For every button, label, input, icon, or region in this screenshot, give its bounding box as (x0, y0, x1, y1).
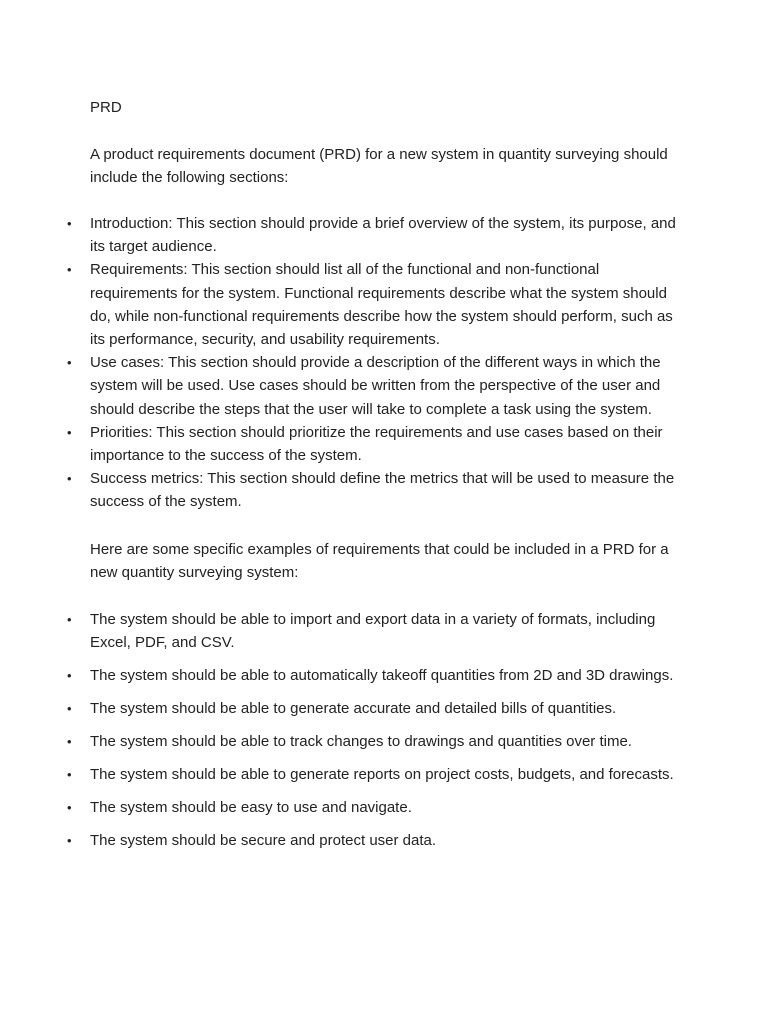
list-item-text: The system should be easy to use and navigate. (90, 799, 412, 817)
examples-list (0, 608, 768, 862)
list-item (0, 258, 690, 351)
list-item-text: Use cases: This section should provide a description of the different ways in which the system will be used. Use cases should be written from the perspective of the user and should describe the steps that the user will take to complete a task using the system. (90, 354, 661, 418)
list-item (0, 608, 690, 654)
bullet-icon: • (67, 701, 72, 717)
list-item-text: The system should be able to generate reports on project costs, budgets, and forecasts. (90, 766, 674, 784)
bullet-icon: • (67, 471, 72, 487)
list-item-text: The system should be able to generate accurate and detailed bills of quantities. (90, 700, 617, 718)
list-item-text: Introduction: This section should provide a brief overview of the system, its purpose, and its target audience. (90, 215, 676, 256)
list-item-text: Priorities: This section should prioritize the requirements and use cases based on their importance to the success of the system. (90, 423, 663, 465)
examples-intro-paragraph: Here are some specific examples of requirements that could be included in a PRD for a new quantity surveying system: (90, 541, 669, 582)
list-item (0, 351, 690, 421)
list-item-text: The system should be able to import and export data in a variety of formats, including Excel, PDF, and CSV. (90, 611, 656, 652)
list-item (0, 829, 690, 852)
bullet-icon: • (67, 424, 72, 440)
bullet-icon: • (67, 833, 72, 849)
bullet-icon: • (67, 734, 72, 750)
list-item-text: Requirements: This section should list all of the functional and non-functional requirements for the system. Functional requirements describe what the system should do, while non-functional requirements describe how the system should perform, such as its performance, security, and usability requirements. (90, 261, 673, 349)
list-item (0, 796, 690, 819)
list-item (0, 421, 690, 467)
intro-paragraph: A product requirements document (PRD) for a new system in quantity surveying should include the following sections: (90, 146, 668, 187)
bullet-icon: • (67, 262, 72, 278)
list-item (0, 467, 690, 513)
bullet-icon: • (67, 668, 72, 684)
list-item (0, 730, 690, 753)
list-item (0, 664, 690, 687)
bullet-icon: • (67, 612, 72, 627)
list-item-text: The system should be secure and protect user data. (90, 832, 437, 850)
bullet-icon: • (67, 216, 72, 231)
bullet-icon: • (67, 767, 72, 783)
bullet-icon: • (67, 800, 72, 816)
list-item-text: Success metrics: This section should define the metrics that will be used to measure the success of the system. (90, 470, 675, 511)
list-item (0, 212, 690, 258)
list-item (0, 763, 690, 786)
bullet-icon: • (67, 355, 72, 371)
list-item-text: The system should be able to automatically takeoff quantities from 2D and 3D drawings. (90, 667, 674, 685)
sections-list (0, 212, 768, 514)
list-item (0, 697, 690, 720)
document-title: PRD (90, 99, 122, 116)
list-item-text: The system should be able to track changes to drawings and quantities over time. (90, 733, 632, 751)
